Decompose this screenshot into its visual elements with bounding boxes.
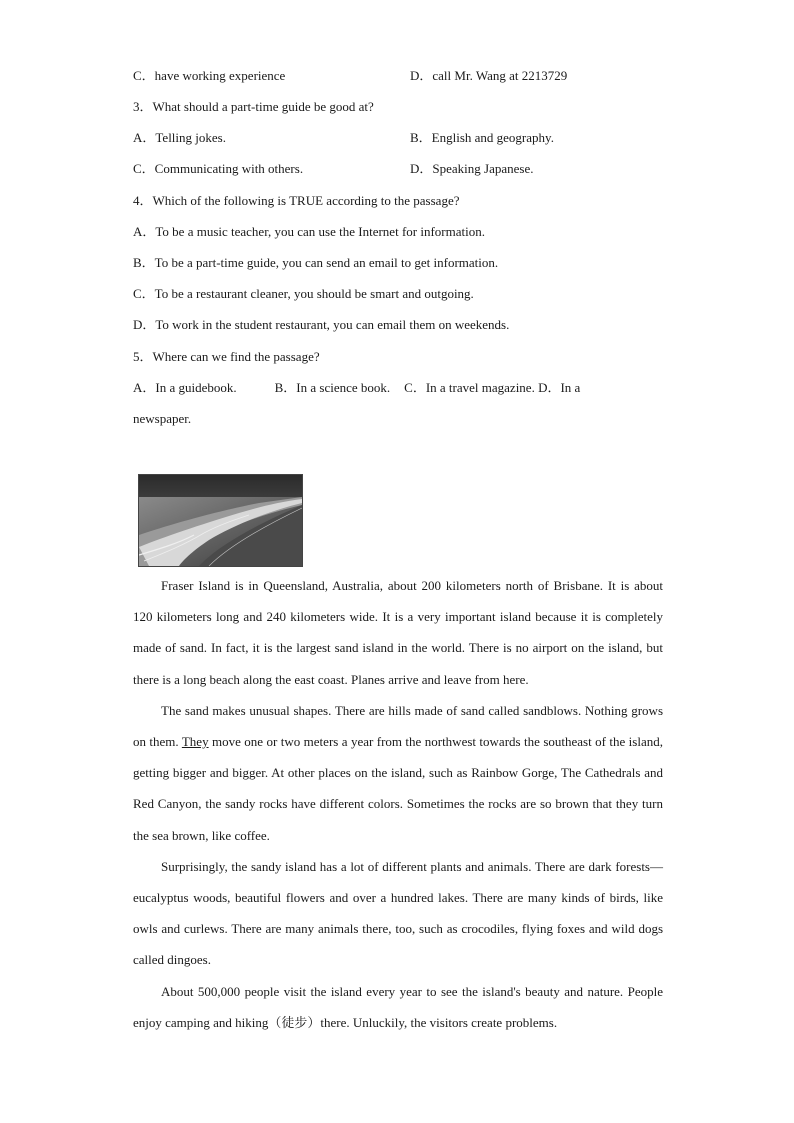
q5-option-a: A．In a guidebook. [133,380,237,395]
reading-passage [133,570,663,1038]
paragraph-2-text-b: move one or two meters a year from the northwest towards the southeast of the island, getting bigger and bigger. At other places on the island, such as Rainbow Gorge, The Cathedrals and Red Canyon, the sandy rocks have different colors. Sometimes the rocks are so brown that they turn the sea brown, like coffee. [133,734,663,843]
paragraph-2-text-a: The sand makes unusual shapes. There are hills made of sand called sandblows. Nothing grows on them. [133,702,663,750]
q4-option-c: C．To be a restaurant cleaner, you should be smart and outgoing. [133,286,474,301]
passage-paragraph-1: Fraser Island is in Queensland, Australia, about 200 kilometers north of Brisbane. It is about 120 kilometers long and 240 kilometers wide. It is a very important island because it is completely made of sand. In fact, it is the largest sand island in the world. There is no airport on the island, but there is a long beach along the east coast. Planes arrive and leave from here. [133,578,663,687]
fraser-island-photo [138,474,303,567]
q4-option-a: A．To be a music teacher, you can use the Internet for information. [133,224,485,239]
q4-option-d: D．To work in the student restaurant, you can email them on weekends. [133,317,510,332]
q3-option-d: D．Speaking Japanese. [410,161,534,176]
q4-question: 4．Which of the following is TRUE according to the passage? [133,193,460,208]
q5-option-c: C．In a travel magazine. [404,380,535,395]
q3-question: 3．What should a part-time guide be good at? [133,99,374,114]
q3-option-a: A．Telling jokes. [133,130,226,145]
q2-option-d: D．call Mr. Wang at 2213729 [410,68,568,83]
q5-option-b: B．In a science book. [274,380,391,395]
q5-question: 5．Where can we find the passage? [133,349,320,364]
q2-option-c: C．have working experience [133,68,286,83]
q3-option-c: C．Communicating with others. [133,161,304,176]
q5-option-d: D．In a [538,380,581,395]
q4-option-b: B．To be a part-time guide, you can send an email to get information. [133,255,499,270]
passage-paragraph-2 [133,695,663,851]
q5-options-row [133,379,580,397]
underlined-word-they: They [181,734,209,750]
passage-paragraph-3: Surprisingly, the sandy island has a lot of different plants and animals. There are dark forests—eucalyptus woods, beautiful flowers and over a hundred lakes. There are many kinds of birds, like owls and curlews. There are many animals there, too, such as crocodiles, flying foxes and wild dogs called dingoes. [133,858,663,968]
passage-paragraph-4: About 500,000 people visit the island every year to see the island's beauty and nature. People enjoy camping and hiking（徒步）there. Unluckily, the visitors create problems. [133,983,663,1030]
aerial-island-image [139,475,302,566]
q3-option-b: B．English and geography. [410,130,554,145]
q5-option-d-continued: newspaper. [133,411,192,426]
